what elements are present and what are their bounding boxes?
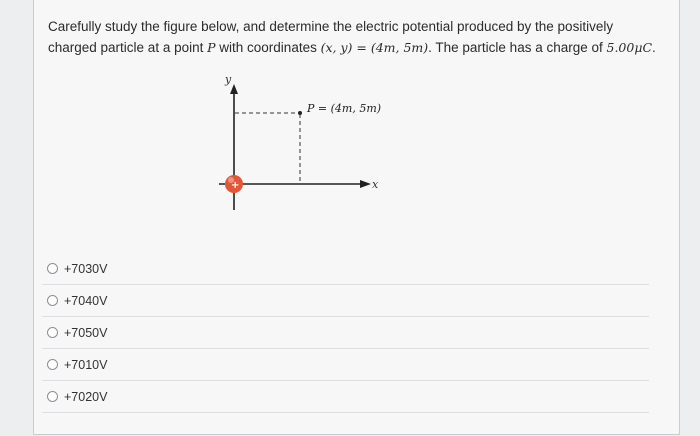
question-line-2c: . The particle has a charge of: [428, 40, 607, 55]
radio-button[interactable]: [47, 295, 58, 306]
question-line-1: Carefully study the figure below, and determine the electric potential produced by the positively: [48, 19, 614, 34]
point-p: [298, 111, 302, 115]
y-axis-label: y: [225, 73, 232, 86]
charge-sign: +: [231, 180, 240, 191]
question-line-2b: with coordinates: [215, 40, 321, 55]
question-text: [48, 16, 658, 58]
coordinates-expression: (x, y) = (4m, 5m): [320, 40, 429, 55]
answer-option[interactable]: [42, 317, 649, 349]
option-label: +7030V: [64, 261, 108, 276]
question-line-2: [48, 37, 658, 58]
question-card: [33, 0, 680, 435]
option-label: +7020V: [64, 389, 108, 404]
option-label: +7010V: [64, 357, 108, 372]
coordinate-figure: [219, 70, 419, 215]
answer-option[interactable]: [42, 285, 649, 317]
x-axis-arrow-icon: [360, 180, 371, 188]
radio-button[interactable]: [47, 359, 58, 370]
radio-button[interactable]: [47, 327, 58, 338]
answer-option[interactable]: [42, 253, 649, 285]
point-symbol: P: [207, 40, 216, 55]
x-axis-label: x: [372, 178, 379, 191]
answer-options: [34, 253, 679, 413]
question-line-2a: charged particle at a point: [48, 40, 208, 55]
question-line-2d: .: [652, 40, 656, 55]
charge-value: 5.00μC: [606, 40, 653, 55]
radio-button[interactable]: [47, 263, 58, 274]
answer-option[interactable]: [42, 381, 649, 413]
option-label: +7040V: [64, 293, 108, 308]
radio-button[interactable]: [47, 391, 58, 402]
answer-option[interactable]: [42, 349, 649, 381]
point-label: P = (4m, 5m): [307, 102, 382, 115]
option-label: +7050V: [64, 325, 108, 340]
